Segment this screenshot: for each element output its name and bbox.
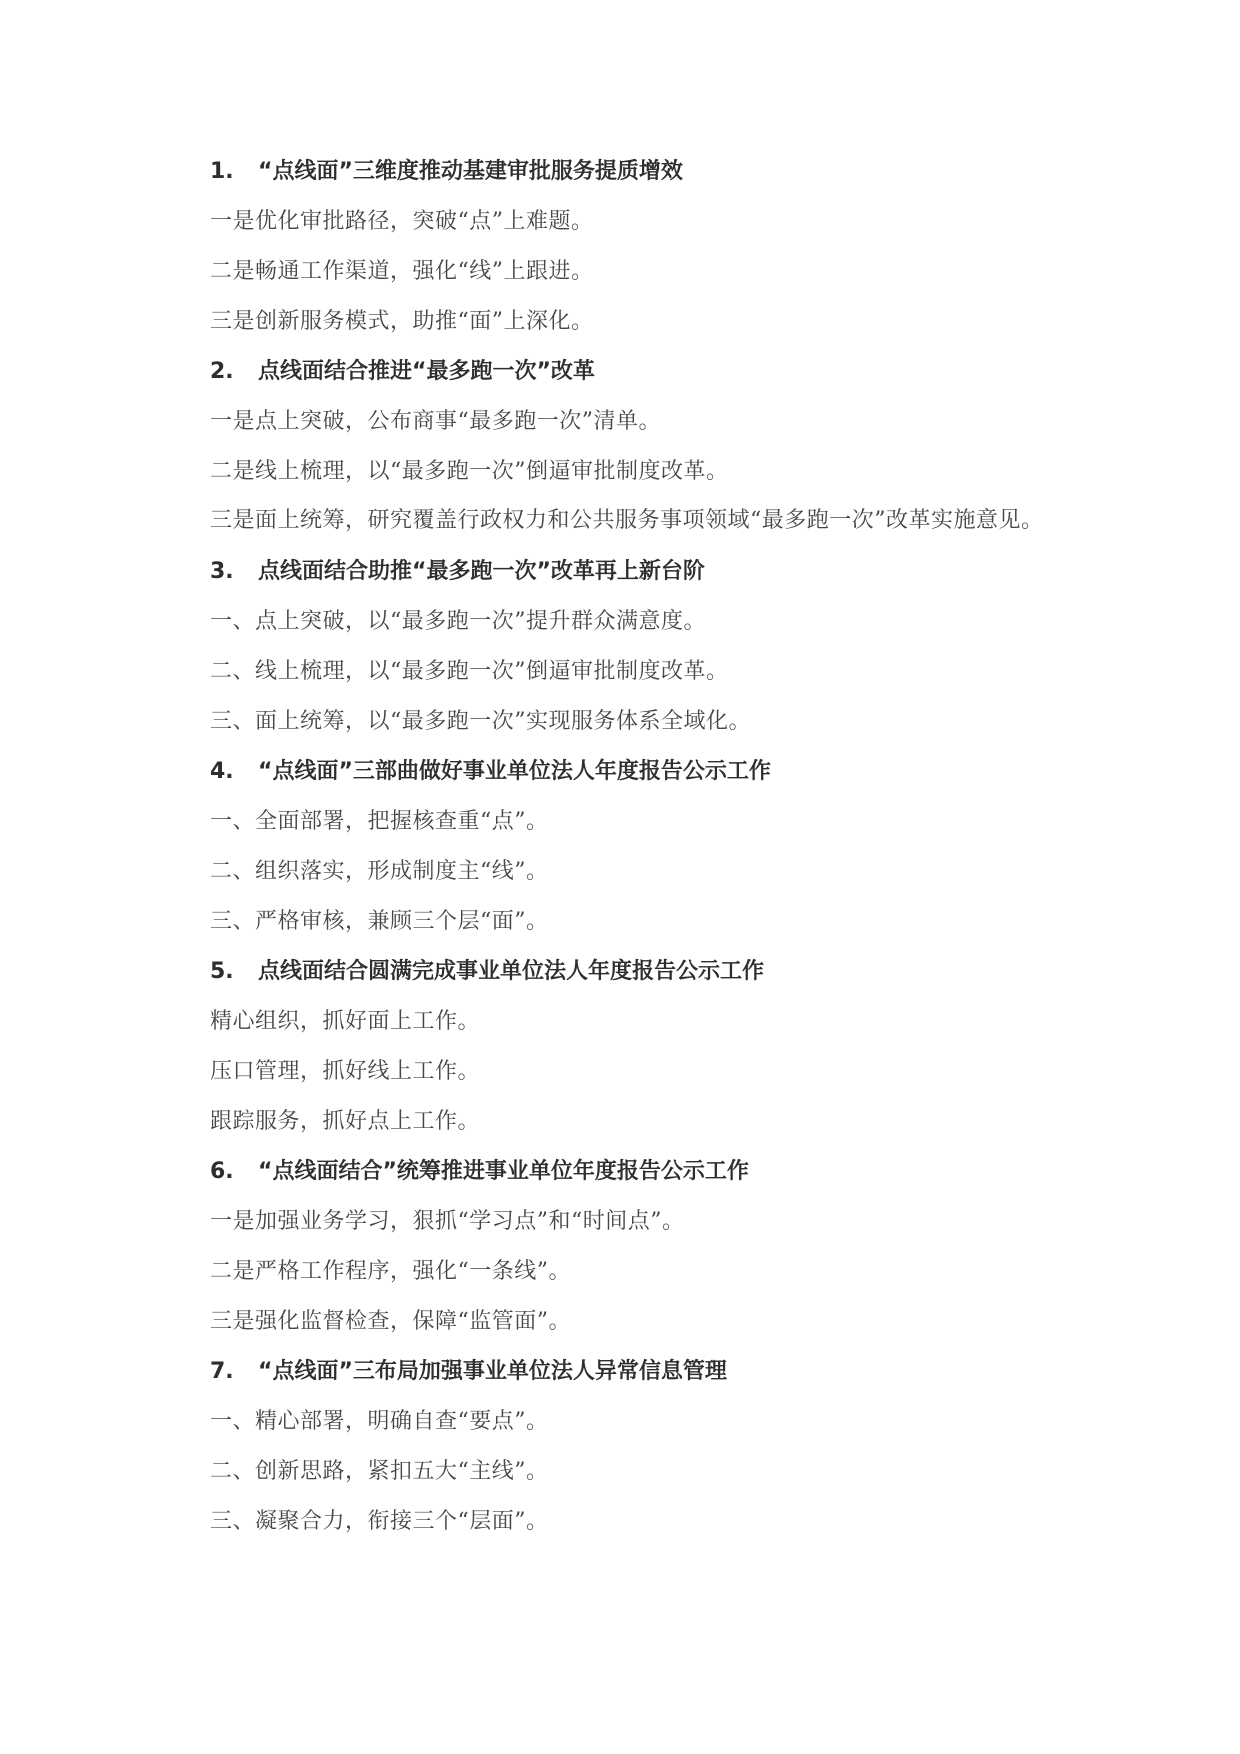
- section-heading: [160, 1356, 1092, 1388]
- section-item: 一、全面部署，把握核查重“点”。: [210, 809, 549, 834]
- section-item: 一是优化审批路径，突破“点”上难题。: [210, 209, 594, 234]
- section-heading: [160, 756, 1092, 788]
- section-item: 二、组织落实，形成制度主“线”。: [210, 859, 549, 884]
- section-item: 三是强化监督检查，保障“监管面”。: [210, 1309, 571, 1334]
- section-item: 精心组织，抓好面上工作。: [210, 1009, 481, 1034]
- section-item: 三是创新服务模式，助推“面”上深化。: [210, 309, 594, 334]
- section-title: 点线面结合助推“最多跑一次”改革再上新台阶: [258, 559, 705, 584]
- section-item: 跟踪服务，抓好点上工作。: [210, 1109, 481, 1134]
- section-heading: [160, 156, 1092, 188]
- section-item: 一、精心部署，明确自查“要点”。: [210, 1409, 549, 1434]
- section-title: 点线面结合圆满完成事业单位法人年度报告公示工作: [258, 959, 765, 984]
- section-heading: [160, 356, 1092, 388]
- section-2: [160, 356, 1092, 536]
- section-1: [160, 156, 1092, 338]
- section-item: 压口管理，抓好线上工作。: [210, 1059, 481, 1084]
- section-item: 一是点上突破，公布商事“最多跑一次”清单。: [210, 409, 661, 434]
- section-heading: [160, 956, 1092, 988]
- section-title: 点线面结合推进“最多跑一次”改革: [258, 359, 595, 384]
- section-item: 二是线上梳理，以“最多跑一次”倒逼审批制度改革。: [210, 459, 729, 484]
- section-4: [160, 756, 1092, 938]
- section-item: 三是面上统筹，研究覆盖行政权力和公共服务事项领域“最多跑一次”改革实施意见。: [210, 508, 1044, 533]
- section-title: “点线面结合”统筹推进事业单位年度报告公示工作: [258, 1159, 749, 1184]
- section-3: [160, 556, 1092, 738]
- section-7: [160, 1356, 1092, 1538]
- document-body: [160, 156, 1092, 1556]
- section-item: 三、面上统筹，以“最多跑一次”实现服务体系全域化。: [210, 709, 751, 734]
- section-number: 1.: [210, 159, 234, 184]
- section-item: 二、线上梳理，以“最多跑一次”倒逼审批制度改革。: [210, 659, 729, 684]
- section-number: 3.: [210, 559, 234, 584]
- section-6: [160, 1156, 1092, 1338]
- section-item: 二是严格工作程序，强化“一条线”。: [210, 1259, 571, 1284]
- section-item: 三、严格审核，兼顾三个层“面”。: [210, 909, 549, 934]
- section-item: 三、凝聚合力，衔接三个“层面”。: [210, 1509, 549, 1534]
- section-item: 二、创新思路，紧扣五大“主线”。: [210, 1459, 549, 1484]
- section-heading: [160, 556, 1092, 588]
- section-title: “点线面”三布局加强事业单位法人异常信息管理: [258, 1359, 727, 1384]
- section-number: 2.: [210, 359, 234, 384]
- section-number: 4.: [210, 759, 234, 784]
- section-item: 一、点上突破，以“最多跑一次”提升群众满意度。: [210, 609, 706, 634]
- section-title: “点线面”三部曲做好事业单位法人年度报告公示工作: [258, 759, 771, 784]
- section-number: 6.: [210, 1159, 234, 1184]
- section-item: 二是畅通工作渠道，强化“线”上跟进。: [210, 259, 594, 284]
- section-item: 一是加强业务学习，狠抓“学习点”和“时间点”。: [210, 1209, 685, 1234]
- section-heading: [160, 1156, 1092, 1188]
- section-number: 7.: [210, 1359, 234, 1384]
- section-5: [160, 956, 1092, 1138]
- section-number: 5.: [210, 959, 234, 984]
- section-title: “点线面”三维度推动基建审批服务提质增效: [258, 159, 683, 184]
